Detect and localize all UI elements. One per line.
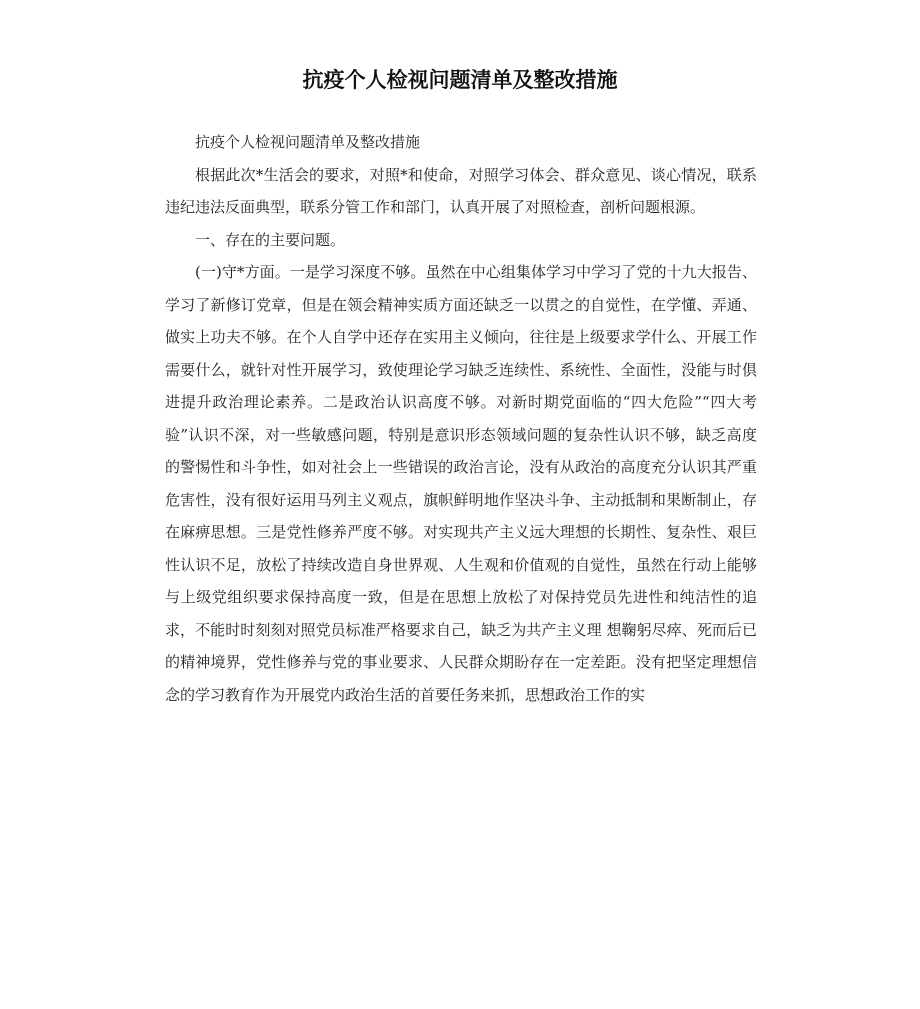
paragraph-main-content: (一)守*方面。一是学习深度不够。虽然在中心组集体学习中学习了党的十九大报告、学习了新修订党章，但是在领会精神实质方面还缺乏一以贯之的自觉性，在学懂、弄通、做实上功夫不够。在个人自学中还存在实用主义倾向，往往是上级要求学什么、开展工作需要什么，就针对性开展学习，致使理论学习缺乏连续性、系统性、全面性，没能与时俱进提升政治理论素养。二是政治认识高度不够。对新时期党面临的“四大危险”“四大考验”认识不深，对一些敏感问题，特别是意识形态领域问题的复杂性认识不够，缺乏高度的警惕性和斗争性，如对社会上一些错误的政治言论，没有从政治的高度充分认识其严重危害性，没有很好运用马列主义观点，旗帜鲜明地作坚决斗争、主动抵制和果断制止，存在麻痹思想。三是党性修养严度不够。对实现共产主义远大理想的长期性、复杂性、艰巨性认识不足，放松了持续改造自身世界观、人生观和价值观的自觉性，虽然在行动上能够与上级党组织要求保持高度一致，但是在思想上放松了对保持党员先进性和纯洁性的追求，不能时时刻刻对照党员标准严格要求自己，缺乏为共产主义理 想鞠躬尽瘁、死而后已的精神境界，党性修养与党的事业要求、人民群众期盼存在一定差距。没有把坚定理想信念的学习教育作为开展党内政治生活的首要任务来抓，思想政治工作的实 — [165, 263, 757, 704]
paragraph-section-heading: 一、存在的主要问题。 — [195, 230, 346, 249]
paragraph-subtitle: 抗疫个人检视问题清单及整改措施 — [195, 133, 421, 151]
document-body — [165, 126, 757, 711]
document-title: 抗疫个人检视问题清单及整改措施 — [302, 68, 618, 92]
paragraph-intro: 根据此次*生活会的要求，对照*和使命，对照学习体会、群众意见、谈心情况，联系违纪违法反面典型，联系分管工作和部门，认真开展了对照检查，剖析问题根源。 — [165, 165, 757, 216]
